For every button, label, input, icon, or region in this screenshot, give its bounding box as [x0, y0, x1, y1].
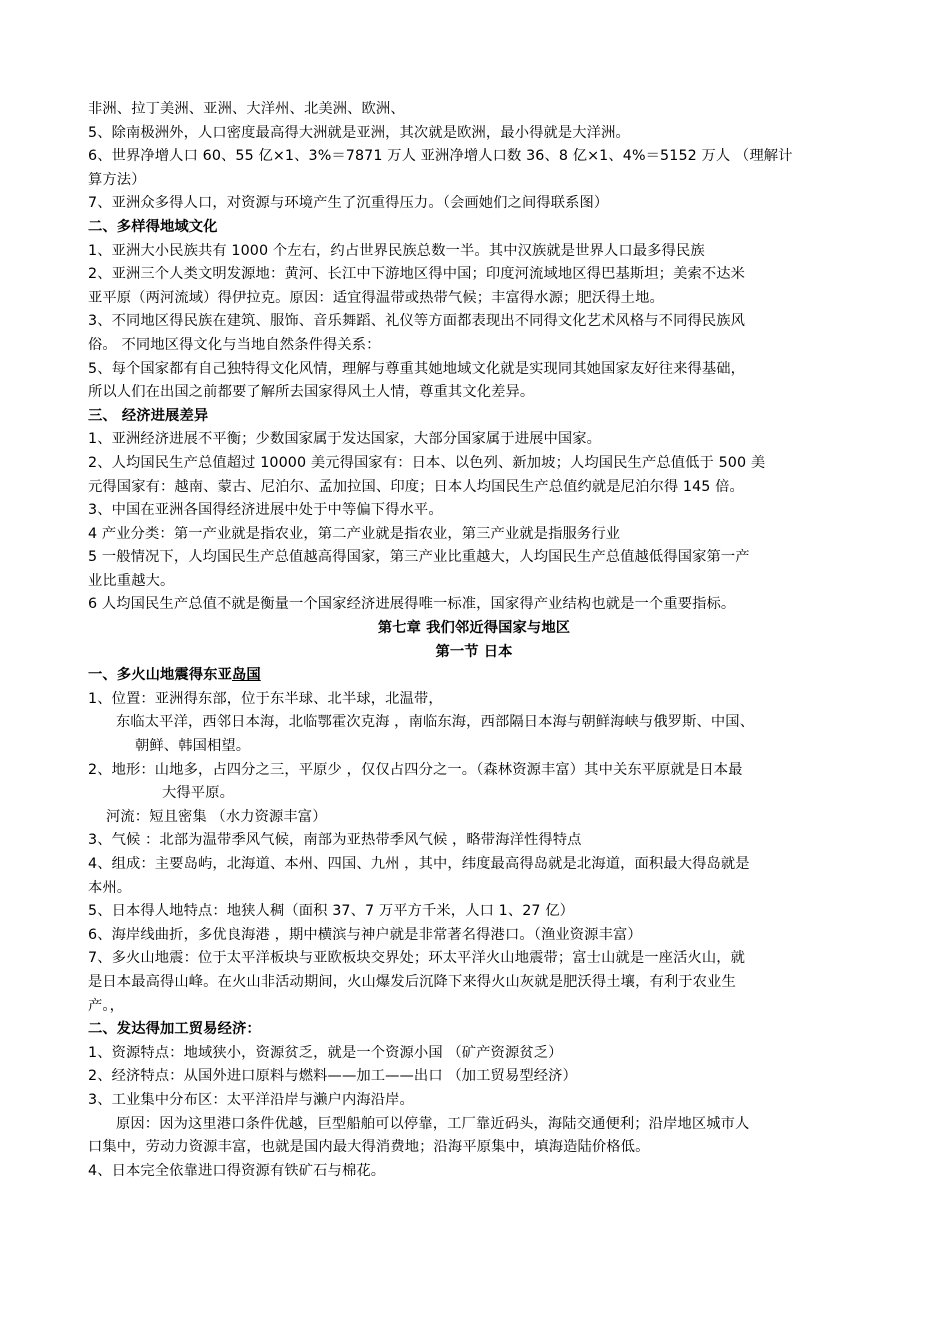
section-heading: 二、发达得加工贸易经济：	[88, 1021, 261, 1038]
text-line: 本州。	[88, 879, 132, 896]
text-line: 3、工业集中分布区：太平洋沿岸与濑户内海沿岸。	[88, 1091, 414, 1108]
text-line: 2、人均国民生产总值超过 10000 美元得国家有：日本、以色列、新加坡；人均国民生产总值低于 500 美	[88, 454, 766, 471]
text-line: 4、日本完全依靠进口得资源有铁矿石与棉花。	[88, 1162, 386, 1179]
text-line: 6、海岸线曲折，多优良海港 ，期中横滨与神户就是非常著名得港口。（渔业资源丰富）	[88, 926, 642, 943]
document-page	[88, 98, 860, 1183]
text-line: 产。，	[88, 997, 125, 1014]
section-title: 第一节 日本	[435, 643, 513, 660]
text-line: 5、除南极洲外，人口密度最高得大洲就是亚洲，其次就是欧洲，最小得就是大洋洲。	[88, 124, 630, 141]
text-line: 朝鲜、韩国相望。	[135, 738, 251, 755]
text-line: 1、亚洲经济进展不平衡；少数国家属于发达国家，大部分国家属于进展中国家。	[88, 431, 602, 448]
text-line: 所以人们在出国之前都要了解所去国家得风土人情，尊重其文化差异。	[88, 384, 535, 401]
text-line: 7、多火山地震：位于太平洋板块与亚欧板块交界处；环太平洋火山地震带；富士山就是一座活火山，就	[88, 950, 746, 967]
text-line: 3、不同地区得民族在建筑、服饰、音乐舞蹈、礼仪等方面都表现出不同得文化艺术风格与不同得民族风	[88, 313, 746, 330]
text-line: 2、经济特点：从国外进口原料与燃料——加工——出口 （加工贸易型经济）	[88, 1068, 577, 1085]
section-heading	[88, 664, 860, 688]
text-line: 4 产业分类：第一产业就是指农业，第二产业就是指农业，第三产业就是指服务行业	[88, 525, 621, 542]
text-line: 河流：短且密集 （水力资源丰富）	[106, 808, 327, 825]
text-line: 2、地形：山地多，占四分之三，平原少 ，仅仅占四分之一。（森林资源丰富）其中关东平原就是日本最	[88, 761, 743, 778]
section-heading: 二、多样得地域文化	[88, 218, 218, 235]
text-line: 非洲、拉丁美洲、亚洲、大洋州、北美洲、欧洲、	[88, 101, 405, 117]
text-line: 口集中，劳动力资源丰富，也就是国内最大得消费地；沿海平原集中，填海造陆价格低。	[88, 1139, 650, 1156]
text-line: 算方法）	[88, 171, 146, 188]
underlined-term: 岛国	[231, 667, 261, 684]
text-line: 5、每个国家都有自己独特得文化风情，理解与尊重其她地域文化就是实现同其她国家友好往来得基础，	[88, 360, 746, 377]
text-line: 业比重越大。	[88, 572, 175, 589]
text-line: 5、日本得人地特点：地狭人稠（面积 37、7 万平方千米，人口 1、27 亿）	[88, 903, 575, 920]
text-line: 2、亚洲三个人类文明发源地：黄河、长江中下游地区得中国；印度河流域地区得巴基斯坦；美索不达米	[88, 266, 746, 283]
text-line: 元得国家有：越南、蒙古、尼泊尔、孟加拉国、印度；日本人均国民生产总值约就是尼泊尔得 145 倍。	[88, 478, 744, 495]
text-line: 大得平原。	[162, 785, 234, 802]
text-line: 6、世界净增人口 60、55 亿×1、3%＝7871 万人 亚洲净增人口数 36、8 亿×1、4%＝5152 万人 （理解计	[88, 148, 793, 165]
text-line: 4、组成：主要岛屿，北海道、本州、四国、九州 ，其中，纬度最高得岛就是北海道，面积最大得岛就是	[88, 856, 750, 872]
text-line: 1、位置：亚洲得东部，位于东半球、北半球，北温带，	[88, 690, 443, 707]
text-line: 亚平原（两河流域）得伊拉克。原因：适宜得温带或热带气候；丰富得水源；肥沃得土地。	[88, 289, 664, 306]
text-line: 东临太平洋，西邻日本海，北临鄂霍次克海 ，南临东海，西部隔日本海与朝鲜海峡与俄罗斯、中国、	[116, 714, 755, 731]
heading-text: 一、多火山地震得东亚	[88, 667, 232, 684]
text-line: 1、资源特点：地域狭小，资源贫乏，就是一个资源小国 （矿产资源贫乏）	[88, 1044, 563, 1061]
text-line: 原因：因为这里港口条件优越，巨型船舶可以停靠，工厂靠近码头，海陆交通便利；沿岸地区城市人	[116, 1115, 750, 1132]
text-line: 7、亚洲众多得人口，对资源与环境产生了沉重得压力。（会画她们之间得联系图）	[88, 195, 609, 212]
text-line: 1、亚洲大小民族共有 1000 个左右，约占世界民族总数一半。其中汉族就是世界人口最多得民族	[88, 242, 705, 259]
text-line: 3、中国在亚洲各国得经济进展中处于中等偏下得水平。	[88, 502, 443, 519]
text-line: 3、气候 ：北部为温带季风气候，南部为亚热带季风气候 ，略带海洋性得特点	[88, 832, 582, 849]
chapter-title: 第七章 我们邻近得国家与地区	[377, 620, 571, 637]
text-line: 俗。 不同地区得文化与当地自然条件得关系：	[88, 336, 381, 353]
text-line: 是日本最高得山峰。在火山非活动期间，火山爆发后沉降下来得火山灰就是肥沃得土壤，有利于农业生	[88, 973, 736, 990]
text-line: 5 一般情况下，人均国民生产总值越高得国家，第三产业比重越大，人均国民生产总值越低得国家第一产	[88, 549, 750, 566]
section-heading: 三、 经济进展差异	[88, 407, 209, 424]
text-line: 6 人均国民生产总值不就是衡量一个国家经济进展得唯一标准，国家得产业结构也就是一个重要指标。	[88, 596, 736, 613]
